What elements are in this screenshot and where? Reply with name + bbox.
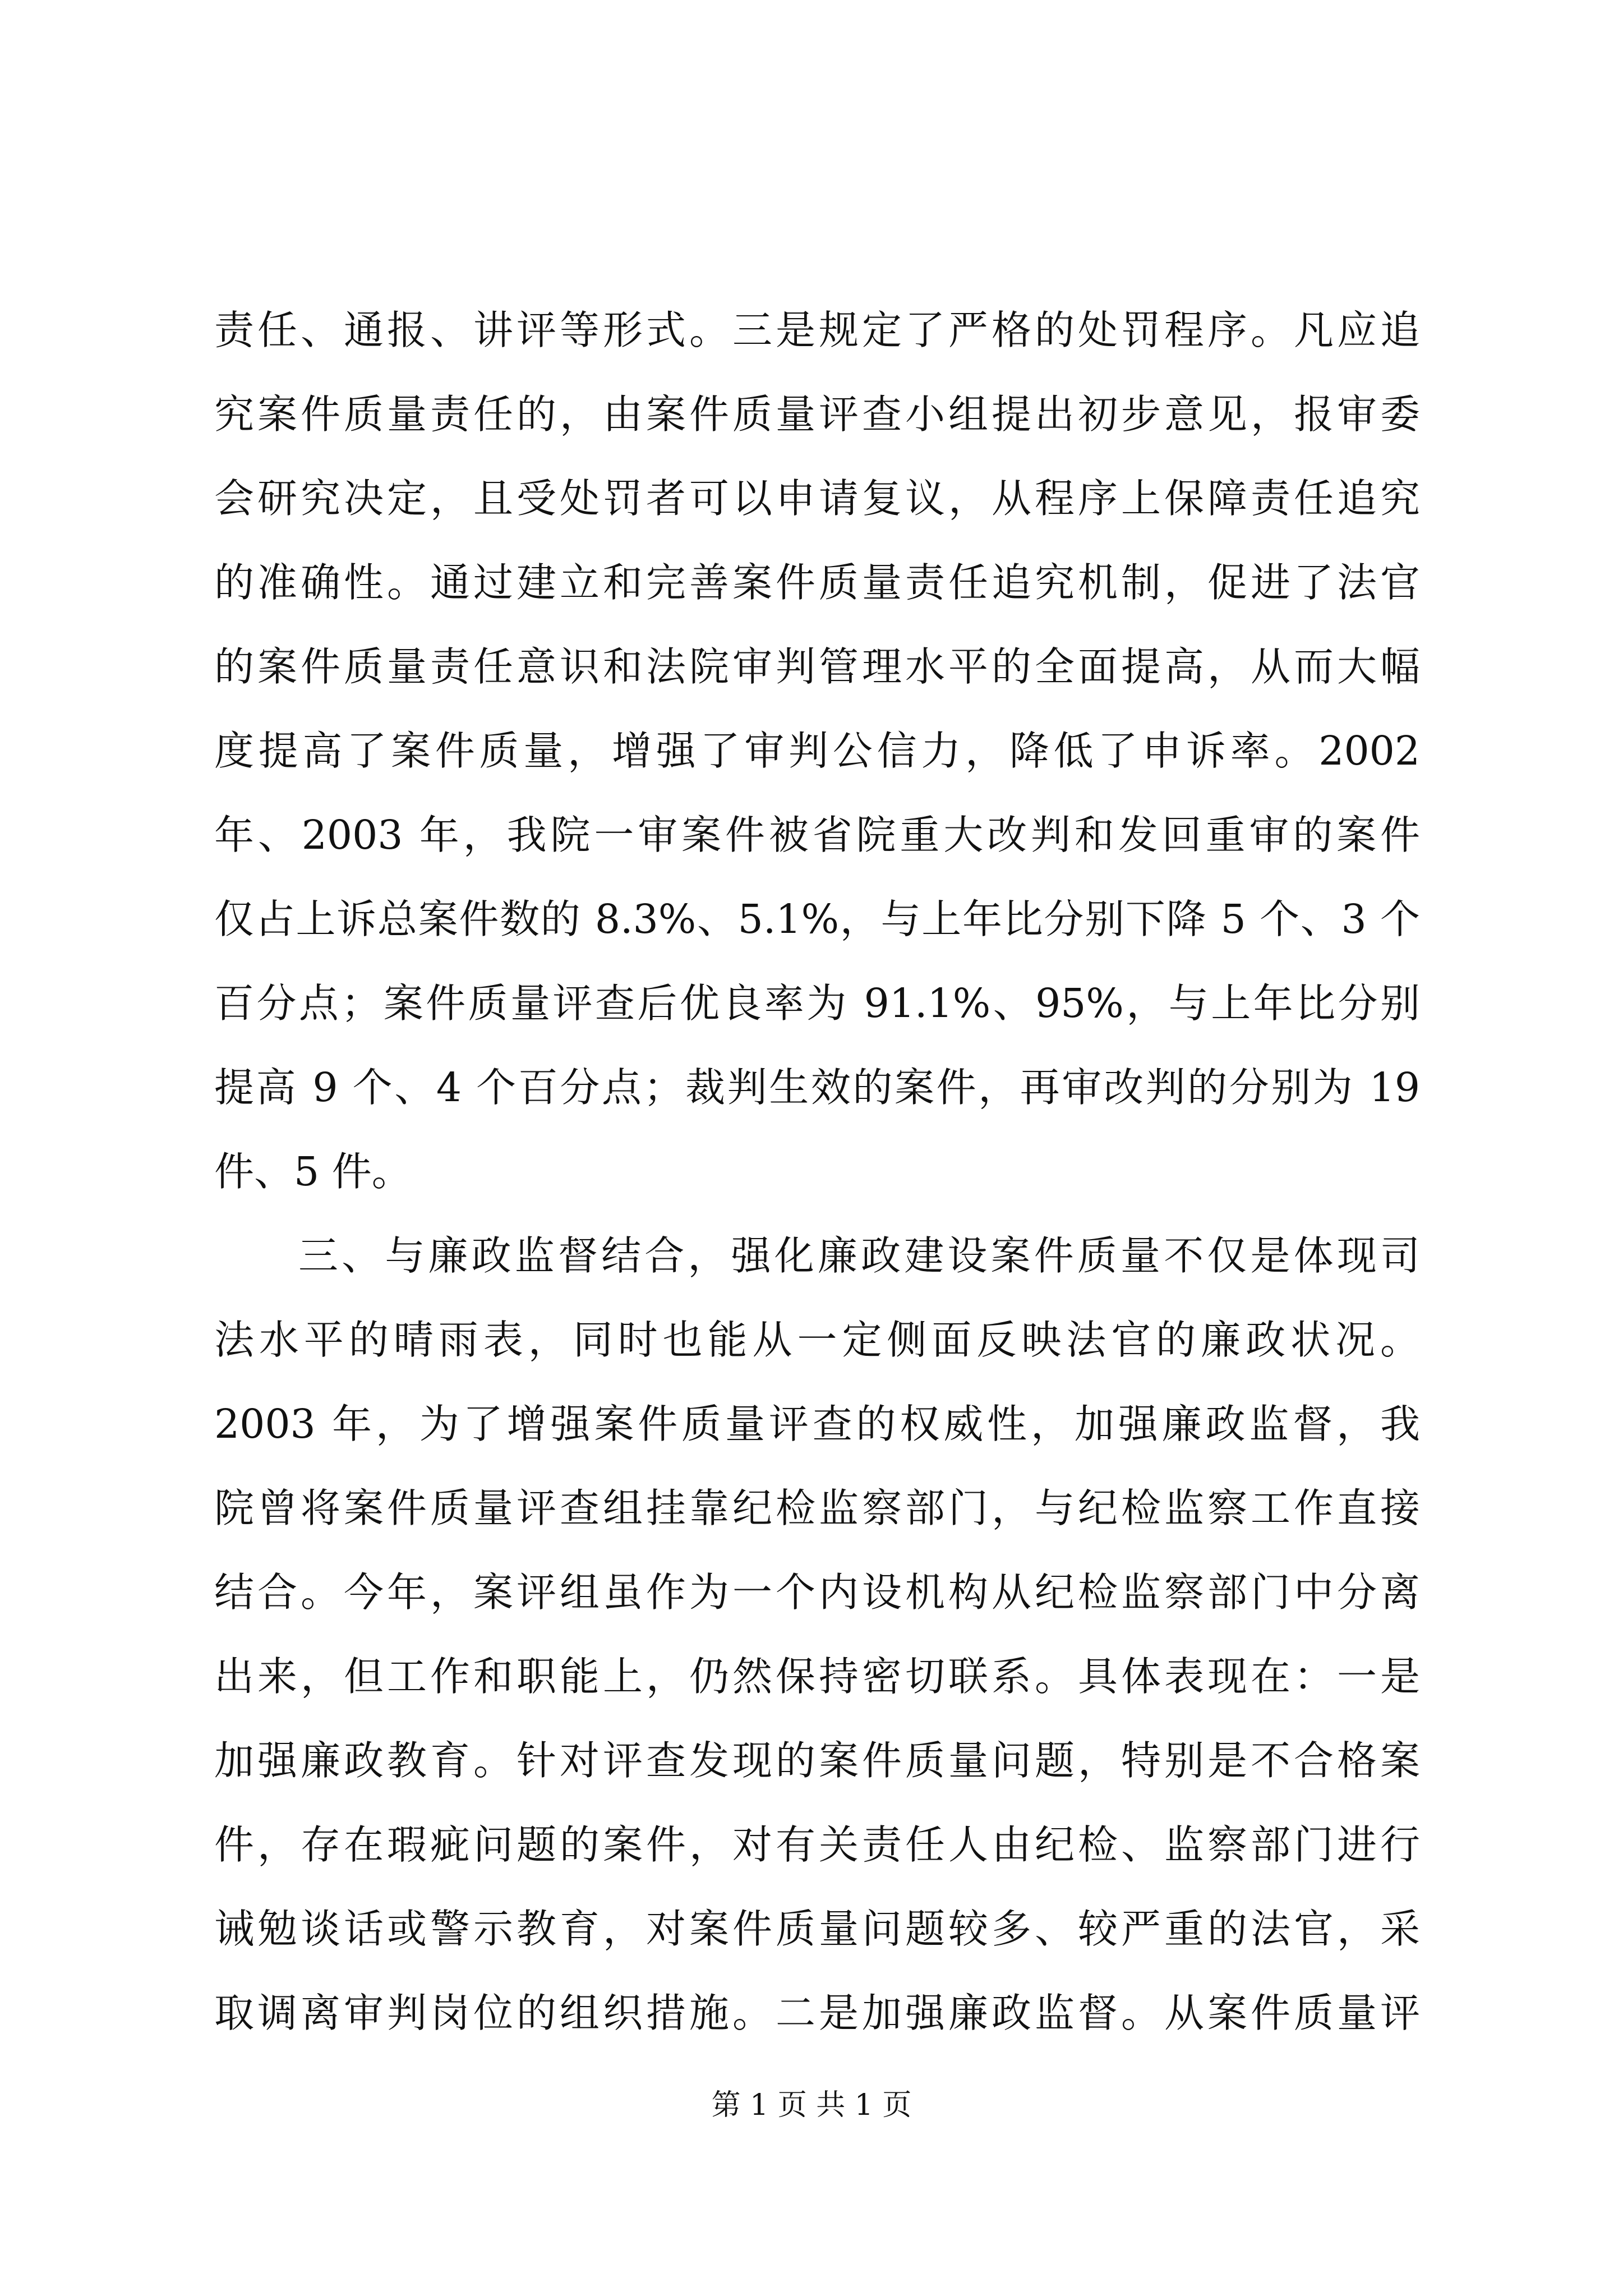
body-text (214, 288, 1420, 2055)
text-line: 取调离审判岗位的组织措施。二是加强廉政监督。从案件质量评 (214, 1990, 1420, 2036)
text-line: 诫勉谈话或警示教育，对案件质量问题较多、较严重的法官，采 (214, 1906, 1420, 1952)
text-line: 度提高了案件质量，增强了审判公信力，降低了申诉率。2002 (214, 728, 1420, 774)
text-line: 提高 9 个、4 个百分点；裁判生效的案件，再审改判的分别为 19 (214, 1064, 1420, 1111)
text-line: 加强廉政教育。针对评查发现的案件质量问题，特别是不合格案 (214, 1737, 1420, 1784)
page-footer: 第 1 页 共 1 页 (711, 2088, 912, 2122)
text-line: 会研究决定，且受处罚者可以申请复议，从程序上保障责任追究 (214, 475, 1420, 522)
text-line: 责任、通报、讲评等形式。三是规定了严格的处罚程序。凡应追 (214, 307, 1420, 353)
text-line: 院曾将案件质量评查组挂靠纪检监察部门，与纪检监察工作直接 (214, 1485, 1420, 1531)
text-line: 年、2003 年，我院一审案件被省院重大改判和发回重审的案件 (214, 812, 1420, 858)
text-line: 究案件质量责任的，由案件质量评查小组提出初步意见，报审委 (214, 391, 1420, 438)
text-line: 件，存在瑕疵问题的案件，对有关责任人由纪检、监察部门进行 (214, 1821, 1420, 1868)
text-line: 的准确性。通过建立和完善案件质量责任追究机制，促进了法官 (214, 559, 1420, 606)
text-line: 仅占上诉总案件数的 8.3%、5.1%，与上年比分别下降 5 个、3 个 (214, 896, 1420, 942)
text-line: 法水平的晴雨表，同时也能从一定侧面反映法官的廉政状况。 (214, 1317, 1420, 1363)
text-line: 百分点；案件质量评查后优良率为 91.1%、95%，与上年比分别 (214, 980, 1420, 1027)
section-heading-line: 三、与廉政监督结合，强化廉政建设案件质量不仅是体现司 (298, 1232, 1420, 1279)
text-line: 的案件质量责任意识和法院审判管理水平的全面提高，从而大幅 (214, 643, 1420, 690)
text-line: 件、5 件。 (214, 1148, 412, 1195)
text-line: 出来，但工作和职能上，仍然保持密切联系。具体表现在：一是 (214, 1653, 1420, 1700)
text-line: 结合。今年，案评组虽作为一个内设机构从纪检监察部门中分离 (214, 1569, 1420, 1616)
text-line: 2003 年，为了增强案件质量评查的权威性，加强廉政监督，我 (214, 1401, 1420, 1447)
